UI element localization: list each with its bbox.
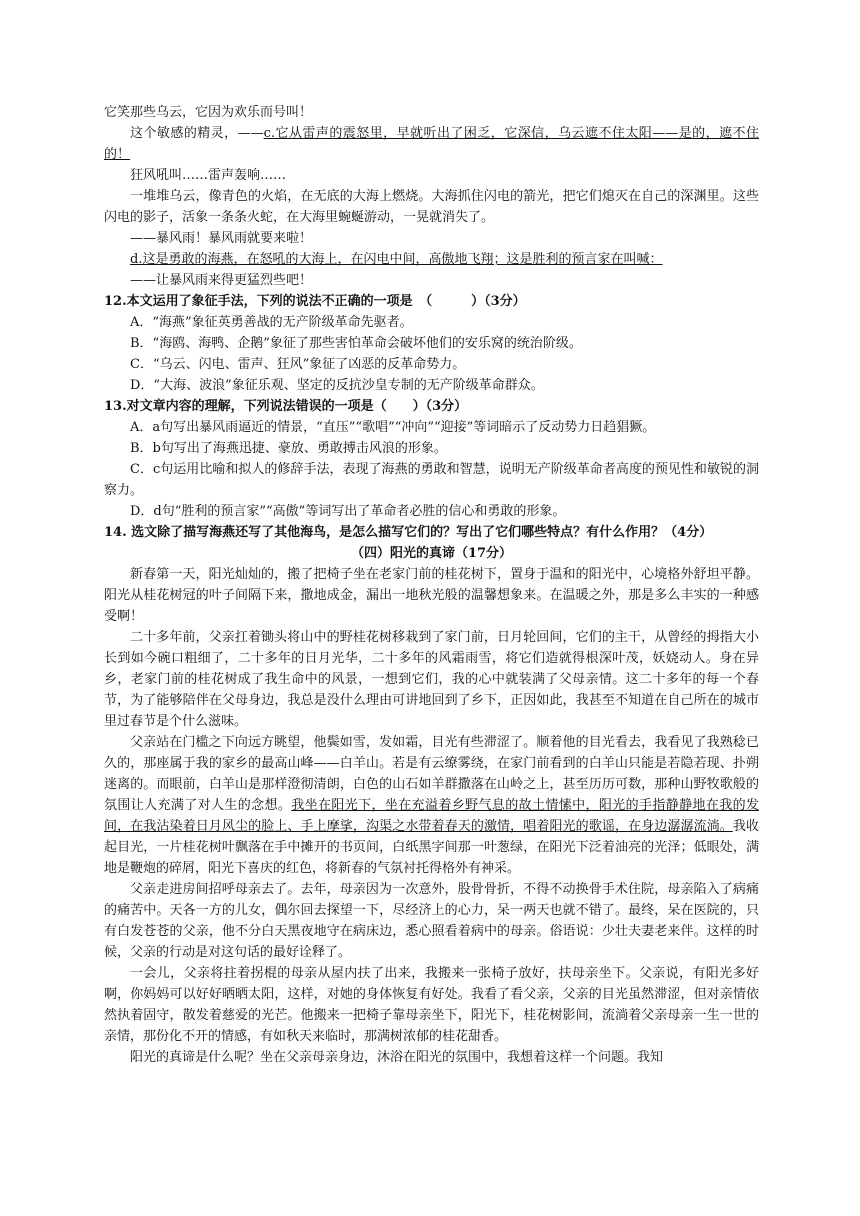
question-13-option-c: C．c句运用比喻和拟人的修辞手法，表现了海燕的勇敢和智慧，说明无产阶级革命者高度的预见性和敏锐的洞察力。 (104, 462, 759, 498)
article-paragraph-2: 二十多年前，父亲扛着锄头将山中的野桂花树移栽到了家门前，日月轮回间，它们的主干，从曾经的拇指大小长到如今碗口粗细了，二十多年的日月光华，二十多年的风霜雨雪，将它们造就得根深叶茂，妖娆动人。身在异乡，老家门前的桂花树成了我生命中的风景，一想到它们，我的心中就装满了父母亲情。这二十多年的每一个春节，为了能够陪伴在父母身边，我总是没什么理由可讲地回到了乡下，正因如此，我甚至不知道在自己所在的城市里过春节是个什么滋味。 (104, 630, 759, 729)
section-4-title: （四）阳光的真谛（17分） (350, 546, 513, 561)
article-paragraph-6: 阳光的真谛是什么呢？坐在父亲母亲身边，沐浴在阳光的氛围中，我想着这样一个问题。我知 (130, 1050, 664, 1065)
underlined-sentence: 我坐在阳光下，坐在充溢着乡野气息的故土情愫中，阳光的手指静静地在我的发间，在我沾染着日月风尘的脸上、手上摩挲，沟渠之水带着春天的激情，唱着阳光的歌谣，在身边潺潺流淌。 (104, 798, 759, 834)
question-12-option-b: B．“海鸥、海鸭、企鹅”象征了那些害怕革命会破坏他们的安乐窝的统治阶级。 (130, 336, 582, 351)
question-12-option-c: C．“乌云、闪电、雷声、狂风”象征了凶恶的反革命势力。 (130, 357, 466, 372)
article-paragraph-1: 新春第一天，阳光灿灿的，搬了把椅子坐在老家门前的桂花树下，置身于温和的阳光中，心境格外舒坦平静。阳光从桂花树冠的叶子间隔下来，撒地成金，漏出一地秋光般的温馨想象来。在温暖之外，那是多么丰实的一种感受啊！ (104, 567, 759, 624)
question-13-option-d: D．d句“胜利的预言家”“高傲”等词写出了革命者必胜的信心和勇敢的形象。 (130, 504, 566, 519)
passage-paragraph: 一堆堆乌云，像青色的火焰，在无底的大海上燃烧。大海抓住闪电的箭光，把它们熄灭在自己的深渊里。这些闪电的影子，活象一条条火蛇，在大海里蜿蜒游动，一晃就消失了。 (104, 189, 759, 225)
article-paragraph-5: 一会儿，父亲将拄着拐棍的母亲从屋内扶了出来，我搬来一张椅子放好，扶母亲坐下。父亲说，有阳光多好啊，你妈妈可以好好晒晒太阳，这样，对她的身体恢复有好处。我看了看父亲，父亲的目光虽然滞涩，但对亲情依然执着固守，散发着慈爱的光芒。他搬来一把椅子靠母亲坐下，阳光下，桂花树影间，流淌着父亲母亲一生一世的亲情，那份化不开的情感，有如秋天来临时，那满树浓郁的桂花甜香。 (104, 966, 759, 1044)
sentence-c: c.它从雷声的震怒里，早就听出了困乏，它深信，乌云遮不住太阳——是的，遮不住的！ (104, 126, 759, 162)
passage-line: 狂风吼叫……雷声轰响…… (130, 168, 287, 183)
article-paragraph-3-part-b: 我收起目光，一片桂花树叶飘落在手中摊开的书页间，白纸黑字间那一叶葱绿，在阳光下泛着油亮的光泽；低眼处，满地是鞭炮的碎屑，阳光下喜庆的红色，将新春的气氛衬托得格外有神采。 (104, 819, 759, 876)
document-page (104, 102, 759, 1068)
article-paragraph-3-part-a: 父亲站在门槛之下向远方眺望，他鬓如雪，发如霜，目光有些滞涩了。顺着他的目光看去，我看见了我熟稔已久的，那座属于我的家乡的最高山峰——白羊山。若是有云缭雾绕，在家门前看到的白羊山只能是若隐若现、扑朔迷离的。而眼前，白羊山是那样澄彻清朗，白色的山石如羊群撒落在山岭之上，甚至历历可数，那种山野牧歌般的氛围让人充满了对人生的念想。 (104, 735, 759, 813)
question-14-stem: 14. 选文除了描写海燕还写了其他海鸟，是怎么描写它们的？写出了它们哪些特点？有什么作用？（4分） (104, 525, 713, 540)
question-13-option-a: A．a句写出暴风雨逼近的情景，“直压”“歌唱”“冲向”“迎接”等词暗示了反动势力日趋猖獗。 (130, 420, 656, 435)
passage-paragraph-c (104, 123, 759, 165)
question-13-option-b: B．b句写出了海燕迅捷、豪放、勇敢搏击风浪的形象。 (130, 441, 447, 456)
question-12-option-a: A．“海燕”象征英勇善战的无产阶级革命先驱者。 (130, 315, 413, 330)
article-paragraph-4: 父亲走进房间招呼母亲去了。去年，母亲因为一次意外，股骨骨折，不得不动换骨手术住院，母亲陷入了病痛的痛苦中。天各一方的儿女，偶尔回去探望一下，尽经济上的心力，呆一两天也就不错了。最终，呆在医院的，只有白发苍苍的父亲，他不分白天黑夜地守在病床边，悉心照看着病中的母亲。俗语说：少壮夫妻老来伴。这样的时候，父亲的行动是对这句话的最好诠释了。 (104, 882, 759, 960)
passage-line: ——让暴风雨来得更猛烈些吧！ (130, 273, 313, 288)
passage-line: 它笑那些乌云，它因为欢乐而号叫！ (104, 105, 313, 120)
passage-line: ——暴风雨！暴风雨就要来啦！ (130, 231, 313, 246)
question-13-stem: 13.对文章内容的理解，下列说法错误的一项是（ ）（3分） (104, 399, 468, 414)
question-12-option-d: D．“大海、波浪”象征乐观、坚定的反抗沙皇专制的无产阶级革命群众。 (130, 378, 544, 393)
question-12-stem: 12.本文运用了象征手法，下列的说法不正确的一项是 （ ）（3分） (104, 294, 526, 309)
passage-lead: 这个敏感的精灵，—— (130, 126, 264, 141)
article-paragraph-3 (104, 732, 759, 879)
sentence-d: d.这是勇敢的海燕，在怒吼的大海上，在闪电中间，高傲地飞翔；这是胜利的预言家在叫喊： (130, 252, 663, 267)
passage-paragraph-d (104, 249, 759, 270)
